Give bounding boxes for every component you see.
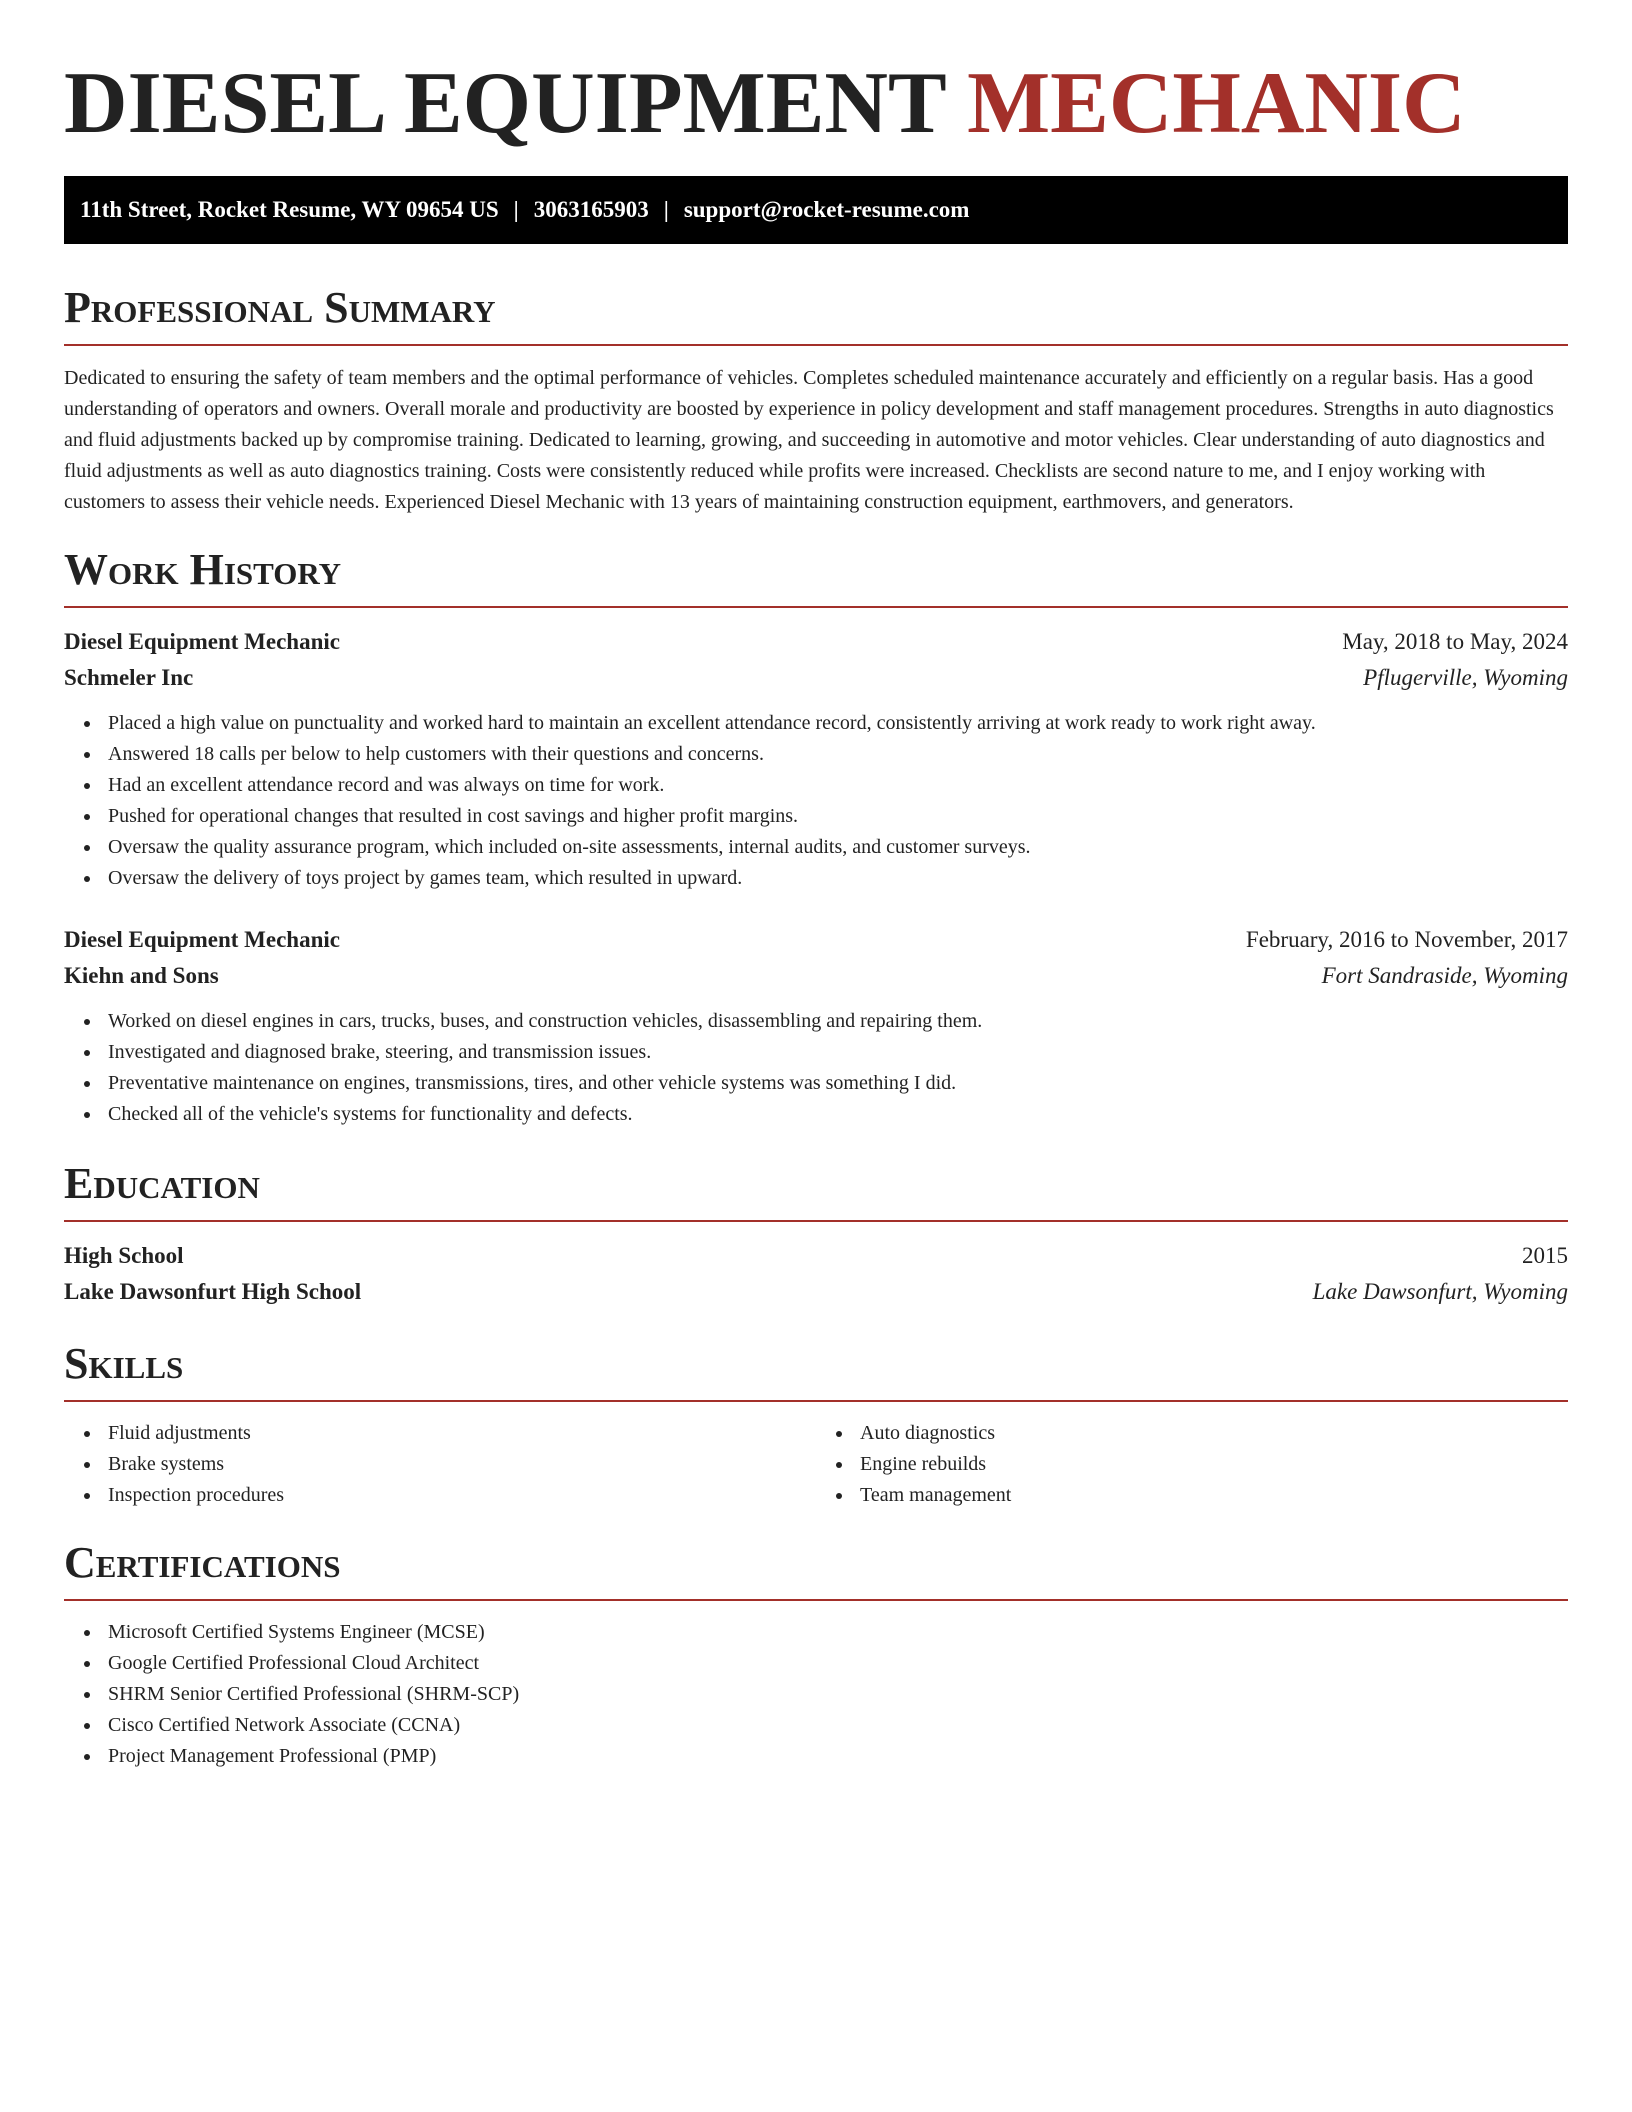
list-item: Investigated and diagnosed brake, steering, and transmission issues.	[108, 1037, 1568, 1068]
education-section	[64, 1158, 1568, 1310]
contact-separator: |	[663, 197, 669, 222]
section-divider	[64, 344, 1568, 346]
job-location: Fort Sandraside, Wyoming	[1321, 963, 1568, 988]
education-location: Lake Dawsonfurt, Wyoming	[1312, 1279, 1568, 1304]
list-item: SHRM Senior Certified Professional (SHRM-SCP)	[108, 1679, 1568, 1710]
job-company: Schmeler Inc	[64, 665, 194, 690]
education-year: 2015	[1522, 1243, 1568, 1268]
job-title: Diesel Equipment Mechanic	[64, 927, 340, 952]
education-degree: High School	[64, 1243, 184, 1268]
list-item: Fluid adjustments	[108, 1418, 816, 1449]
list-item: Inspection procedures	[108, 1480, 816, 1511]
education-entry	[64, 1238, 1568, 1310]
title-dark-part: DIESEL EQUIPMENT	[64, 55, 946, 152]
contact-address: 11th Street, Rocket Resume, WY 09654 US	[80, 197, 499, 222]
list-item: Project Management Professional (PMP)	[108, 1741, 1568, 1772]
list-item: Had an excellent attendance record and was always on time for work.	[108, 770, 1568, 801]
list-item: Worked on diesel engines in cars, trucks, buses, and construction vehicles, disassembling and repairing them.	[108, 1006, 1568, 1037]
summary-text: Dedicated to ensuring the safety of team members and the optimal performance of vehicles. Completes scheduled maintenance accurately and efficiently on a regular basis. Has a good understanding of operators and owners. Overall morale and productivity are boosted by experience in policy development and staff management procedures. Strengths in auto diagnostics and fluid adjustments backed up by compromise training. Dedicated to learning, growing, and succeeding in automotive and motor vehicles. Clear understanding of auto diagnostics and fluid adjustments as well as auto diagnostics training. Costs were consistently reduced while profits were increased. Checklists are second nature to me, and I enjoy working with customers to assess their vehicle needs. Experienced Diesel Mechanic with 13 years of maintaining construction equipment, earthmovers, and generators.	[64, 367, 1554, 513]
job-bullets	[64, 708, 1568, 894]
contact-phone: 3063165903	[533, 197, 649, 222]
list-item: Auto diagnostics	[860, 1418, 1568, 1449]
job-location: Pflugerville, Wyoming	[1363, 665, 1568, 690]
section-divider	[64, 1599, 1568, 1601]
summary-heading: Professional Summary	[64, 283, 496, 332]
job-company-row	[64, 660, 1568, 696]
list-item: Team management	[860, 1480, 1568, 1511]
job-dates: February, 2016 to November, 2017	[1245, 927, 1568, 952]
job-company: Kiehn and Sons	[64, 963, 219, 988]
skills-right-column	[816, 1418, 1568, 1511]
job-dates: May, 2018 to May, 2024	[1342, 629, 1568, 654]
contact-email: support@rocket-resume.com	[683, 197, 970, 222]
job-entry	[64, 922, 1568, 1130]
list-item: Oversaw the delivery of toys project by games team, which resulted in upward.	[108, 863, 1568, 894]
education-header-row	[64, 1238, 1568, 1274]
job-company-row	[64, 958, 1568, 994]
job-title: Diesel Equipment Mechanic	[64, 629, 340, 654]
education-heading: Education	[64, 1159, 260, 1208]
section-divider	[64, 606, 1568, 608]
list-item: Pushed for operational changes that resulted in cost savings and higher profit margins.	[108, 801, 1568, 832]
education-school-row	[64, 1274, 1568, 1310]
resume-title	[64, 52, 1568, 156]
section-divider	[64, 1400, 1568, 1402]
list-item: Checked all of the vehicle's systems for functionality and defects.	[108, 1099, 1568, 1130]
skills-grid	[64, 1418, 1568, 1511]
list-item: Cisco Certified Network Associate (CCNA)	[108, 1710, 1568, 1741]
list-item: Preventative maintenance on engines, transmissions, tires, and other vehicle systems was something I did.	[108, 1068, 1568, 1099]
section-divider	[64, 1220, 1568, 1222]
certifications-list	[64, 1617, 1568, 1772]
job-header-row	[64, 624, 1568, 660]
list-item: Placed a high value on punctuality and worked hard to maintain an excellent attendance record, consistently arriving at work ready to work right away.	[108, 708, 1568, 739]
certifications-section	[64, 1537, 1568, 1772]
list-item: Google Certified Professional Cloud Architect	[108, 1648, 1568, 1679]
skills-left-column	[64, 1418, 816, 1511]
job-header-row	[64, 922, 1568, 958]
work-history-heading: Work History	[64, 545, 342, 594]
contact-bar	[64, 176, 1568, 244]
skills-section	[64, 1338, 1568, 1511]
contact-separator: |	[513, 197, 519, 222]
summary-section	[64, 282, 1568, 518]
list-item: Brake systems	[108, 1449, 816, 1480]
list-item: Oversaw the quality assurance program, which included on-site assessments, internal audits, and customer surveys.	[108, 832, 1568, 863]
job-bullets	[64, 1006, 1568, 1130]
title-accent-part: MECHANIC	[967, 55, 1466, 152]
list-item: Microsoft Certified Systems Engineer (MCSE)	[108, 1617, 1568, 1648]
list-item: Answered 18 calls per below to help customers with their questions and concerns.	[108, 739, 1568, 770]
skills-heading: Skills	[64, 1339, 184, 1388]
list-item: Engine rebuilds	[860, 1449, 1568, 1480]
work-history-section	[64, 544, 1568, 1130]
education-school: Lake Dawsonfurt High School	[64, 1279, 362, 1304]
certifications-heading: Certifications	[64, 1538, 341, 1587]
job-entry	[64, 624, 1568, 894]
